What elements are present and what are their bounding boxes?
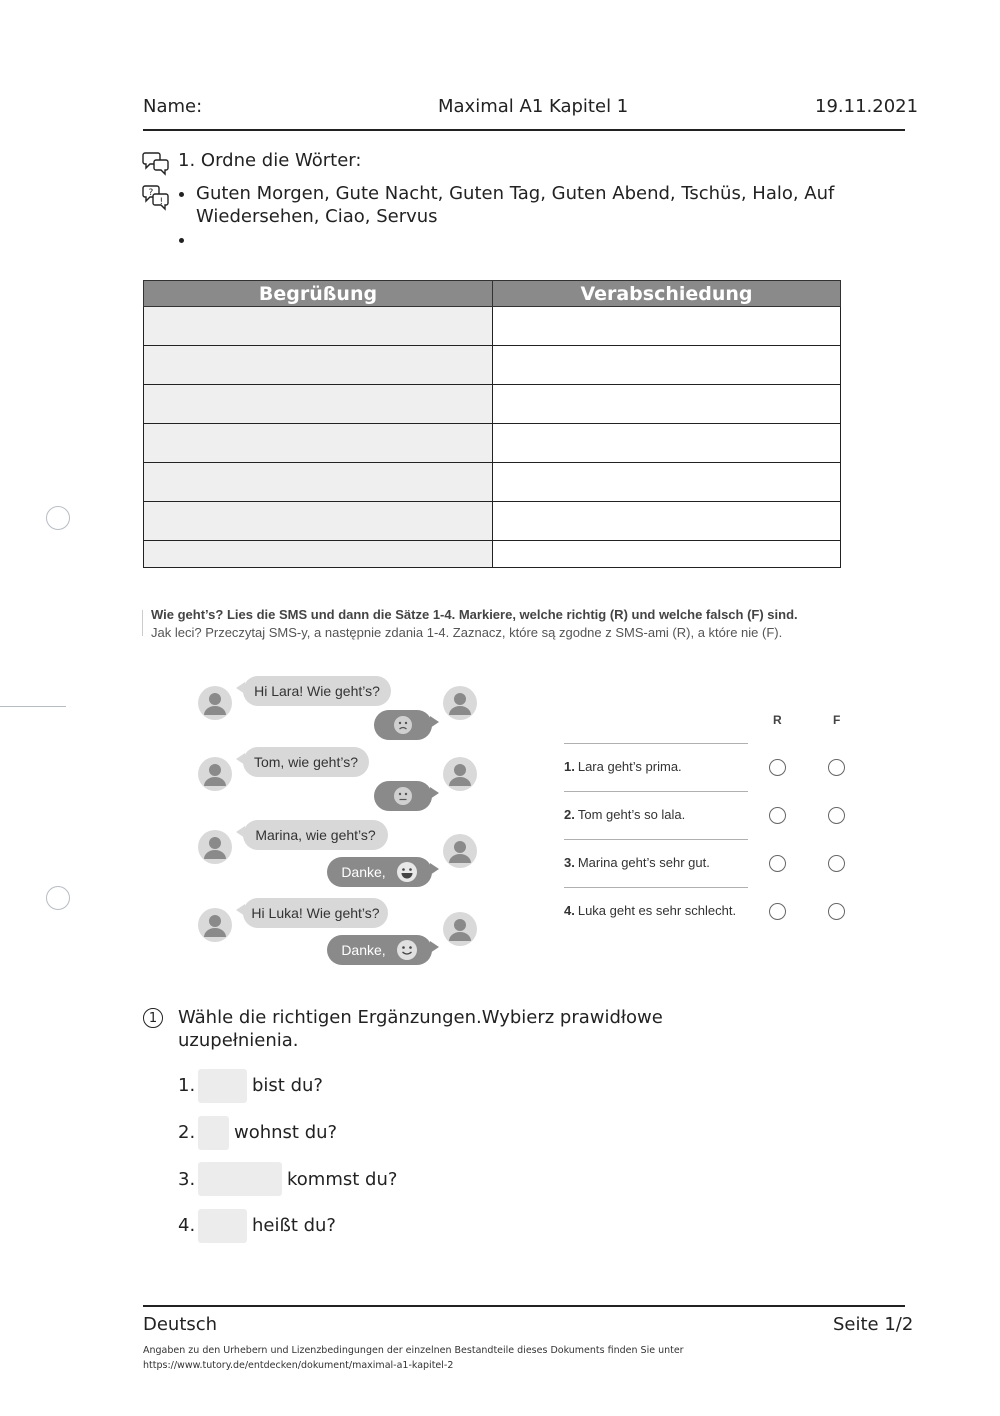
answer-gap-3[interactable] (198, 1162, 282, 1196)
column-header-farewell: Verabschiedung (493, 281, 841, 307)
speech-bubbles-icon (142, 150, 170, 176)
item-number: 1. (178, 1075, 196, 1096)
document-title: Maximal A1 Kapitel 1 (438, 96, 629, 117)
avatar-right-icon (443, 912, 477, 946)
words-line-2: Wiedersehen, Ciao, Servus (196, 206, 438, 227)
task1-title: 1. Ordne die Wörter: (178, 150, 362, 171)
column-f-label: F (833, 713, 841, 727)
chat-question: Hi Lara! Wie geht’s? (243, 676, 391, 706)
farewell-cell[interactable] (493, 502, 841, 541)
name-label: Name: (143, 96, 203, 117)
item-number: 2. (178, 1122, 196, 1143)
radio-r-3[interactable] (769, 855, 786, 872)
answer-text: Danke, (341, 942, 386, 958)
greeting-cell[interactable] (144, 346, 493, 385)
avatar-left-icon (198, 757, 232, 791)
smiling-face-icon (396, 939, 418, 961)
footer-rule (143, 1305, 905, 1307)
chat-question: Marina, wie geht’s? (243, 820, 388, 850)
column-header-greeting: Begrüßung (144, 281, 493, 307)
words-line-1: Guten Morgen, Gute Nacht, Guten Tag, Guten Abend, Tschüs, Halo, Auf (196, 183, 835, 204)
footer-page: Seite 1/2 (833, 1314, 914, 1335)
greeting-cell[interactable] (144, 385, 493, 424)
answer-gap-1[interactable] (198, 1069, 247, 1103)
chat-question: Tom, wie geht’s? (243, 747, 369, 777)
fold-mark (0, 706, 66, 707)
statement-3: 3. Marina geht’s sehr gut. (564, 855, 710, 870)
radio-f-2[interactable] (828, 807, 845, 824)
grinning-face-icon (396, 861, 418, 883)
header-rule (143, 129, 905, 131)
avatar-right-icon (443, 686, 477, 720)
credits-text: Angaben zu den Urhebern und Lizenzbedingungen der einzelnen Bestandteile dieses Dokuments finden Sie unter (143, 1345, 684, 1356)
word-list (160, 182, 836, 251)
greeting-cell[interactable] (144, 424, 493, 463)
row-divider (564, 743, 748, 744)
task3-title: Wähle die richtigen Ergänzungen.Wybierz prawidłowe uzupełnienia. (178, 1007, 663, 1051)
chat-answer (374, 781, 432, 811)
instruction-pl: Jak leci? Przeczytaj SMS-y, a następnie zdania 1-4. Zaznacz, które są zgodne z SMS-ami (R), a które nie (F). (151, 625, 783, 640)
document-date: 19.11.2021 (815, 96, 919, 117)
farewell-cell[interactable] (493, 307, 841, 346)
farewell-cell[interactable] (493, 424, 841, 463)
instruction-de: Wie geht’s? Lies die SMS und dann die Sätze 1-4. Markiere, welche richtig (R) und welche falsch (F) sind. (151, 607, 798, 622)
farewell-cell[interactable] (493, 346, 841, 385)
item-text: heißt du? (252, 1215, 336, 1236)
avatar-left-icon (198, 830, 232, 864)
unsure-face-icon (393, 715, 413, 735)
item-text: wohnst du? (234, 1122, 338, 1143)
row-divider (564, 839, 748, 840)
greeting-cell[interactable] (144, 307, 493, 346)
greeting-cell[interactable] (144, 502, 493, 541)
radio-r-4[interactable] (769, 903, 786, 920)
radio-f-1[interactable] (828, 759, 845, 776)
svg-text:!: ! (159, 197, 164, 207)
radio-r-2[interactable] (769, 807, 786, 824)
row-divider (564, 887, 748, 888)
greeting-cell[interactable] (144, 541, 493, 568)
item-number: 4. (178, 1215, 196, 1236)
punch-hole-bottom (46, 886, 70, 910)
item-number: 3. (178, 1169, 196, 1190)
avatar-right-icon (443, 757, 477, 791)
radio-f-3[interactable] (828, 855, 845, 872)
row-divider (564, 791, 748, 792)
greeting-cell[interactable] (144, 463, 493, 502)
answer-text: Danke, (341, 864, 386, 880)
task3-number: 1 (143, 1008, 163, 1028)
footer-subject: Deutsch (143, 1314, 218, 1335)
avatar-left-icon (198, 908, 232, 942)
answer-gap-4[interactable] (198, 1209, 247, 1243)
svg-text:?: ? (148, 188, 154, 198)
radio-r-1[interactable] (769, 759, 786, 776)
word-list-item (196, 182, 836, 228)
chat-question: Hi Luka! Wie geht’s? (243, 898, 388, 928)
empty-bullet (196, 228, 836, 251)
farewell-cell[interactable] (493, 385, 841, 424)
avatar-left-icon (198, 686, 232, 720)
farewell-cell[interactable] (493, 463, 841, 502)
punch-hole-top (46, 506, 70, 530)
answer-gap-2[interactable] (198, 1116, 229, 1150)
instruction-bar (142, 610, 143, 636)
farewell-cell[interactable] (493, 541, 841, 568)
statement-2: 2. Tom geht’s so lala. (564, 807, 686, 822)
chat-answer (327, 935, 432, 965)
chat-answer (327, 857, 432, 887)
statement-1: 1. Lara geht’s prima. (564, 759, 682, 774)
chat-answer (374, 710, 432, 740)
credits-link[interactable]: https://www.tutory.de/entdecken/dokument/maximal-a1-kapitel-2 (143, 1360, 454, 1371)
column-r-label: R (773, 713, 782, 727)
sorting-table (143, 280, 841, 568)
item-text: kommst du? (287, 1169, 398, 1190)
item-text: bist du? (252, 1075, 323, 1096)
avatar-right-icon (443, 834, 477, 868)
neutral-face-icon (393, 786, 413, 806)
statement-4: 4. Luka geht es sehr schlecht. (564, 903, 737, 918)
radio-f-4[interactable] (828, 903, 845, 920)
